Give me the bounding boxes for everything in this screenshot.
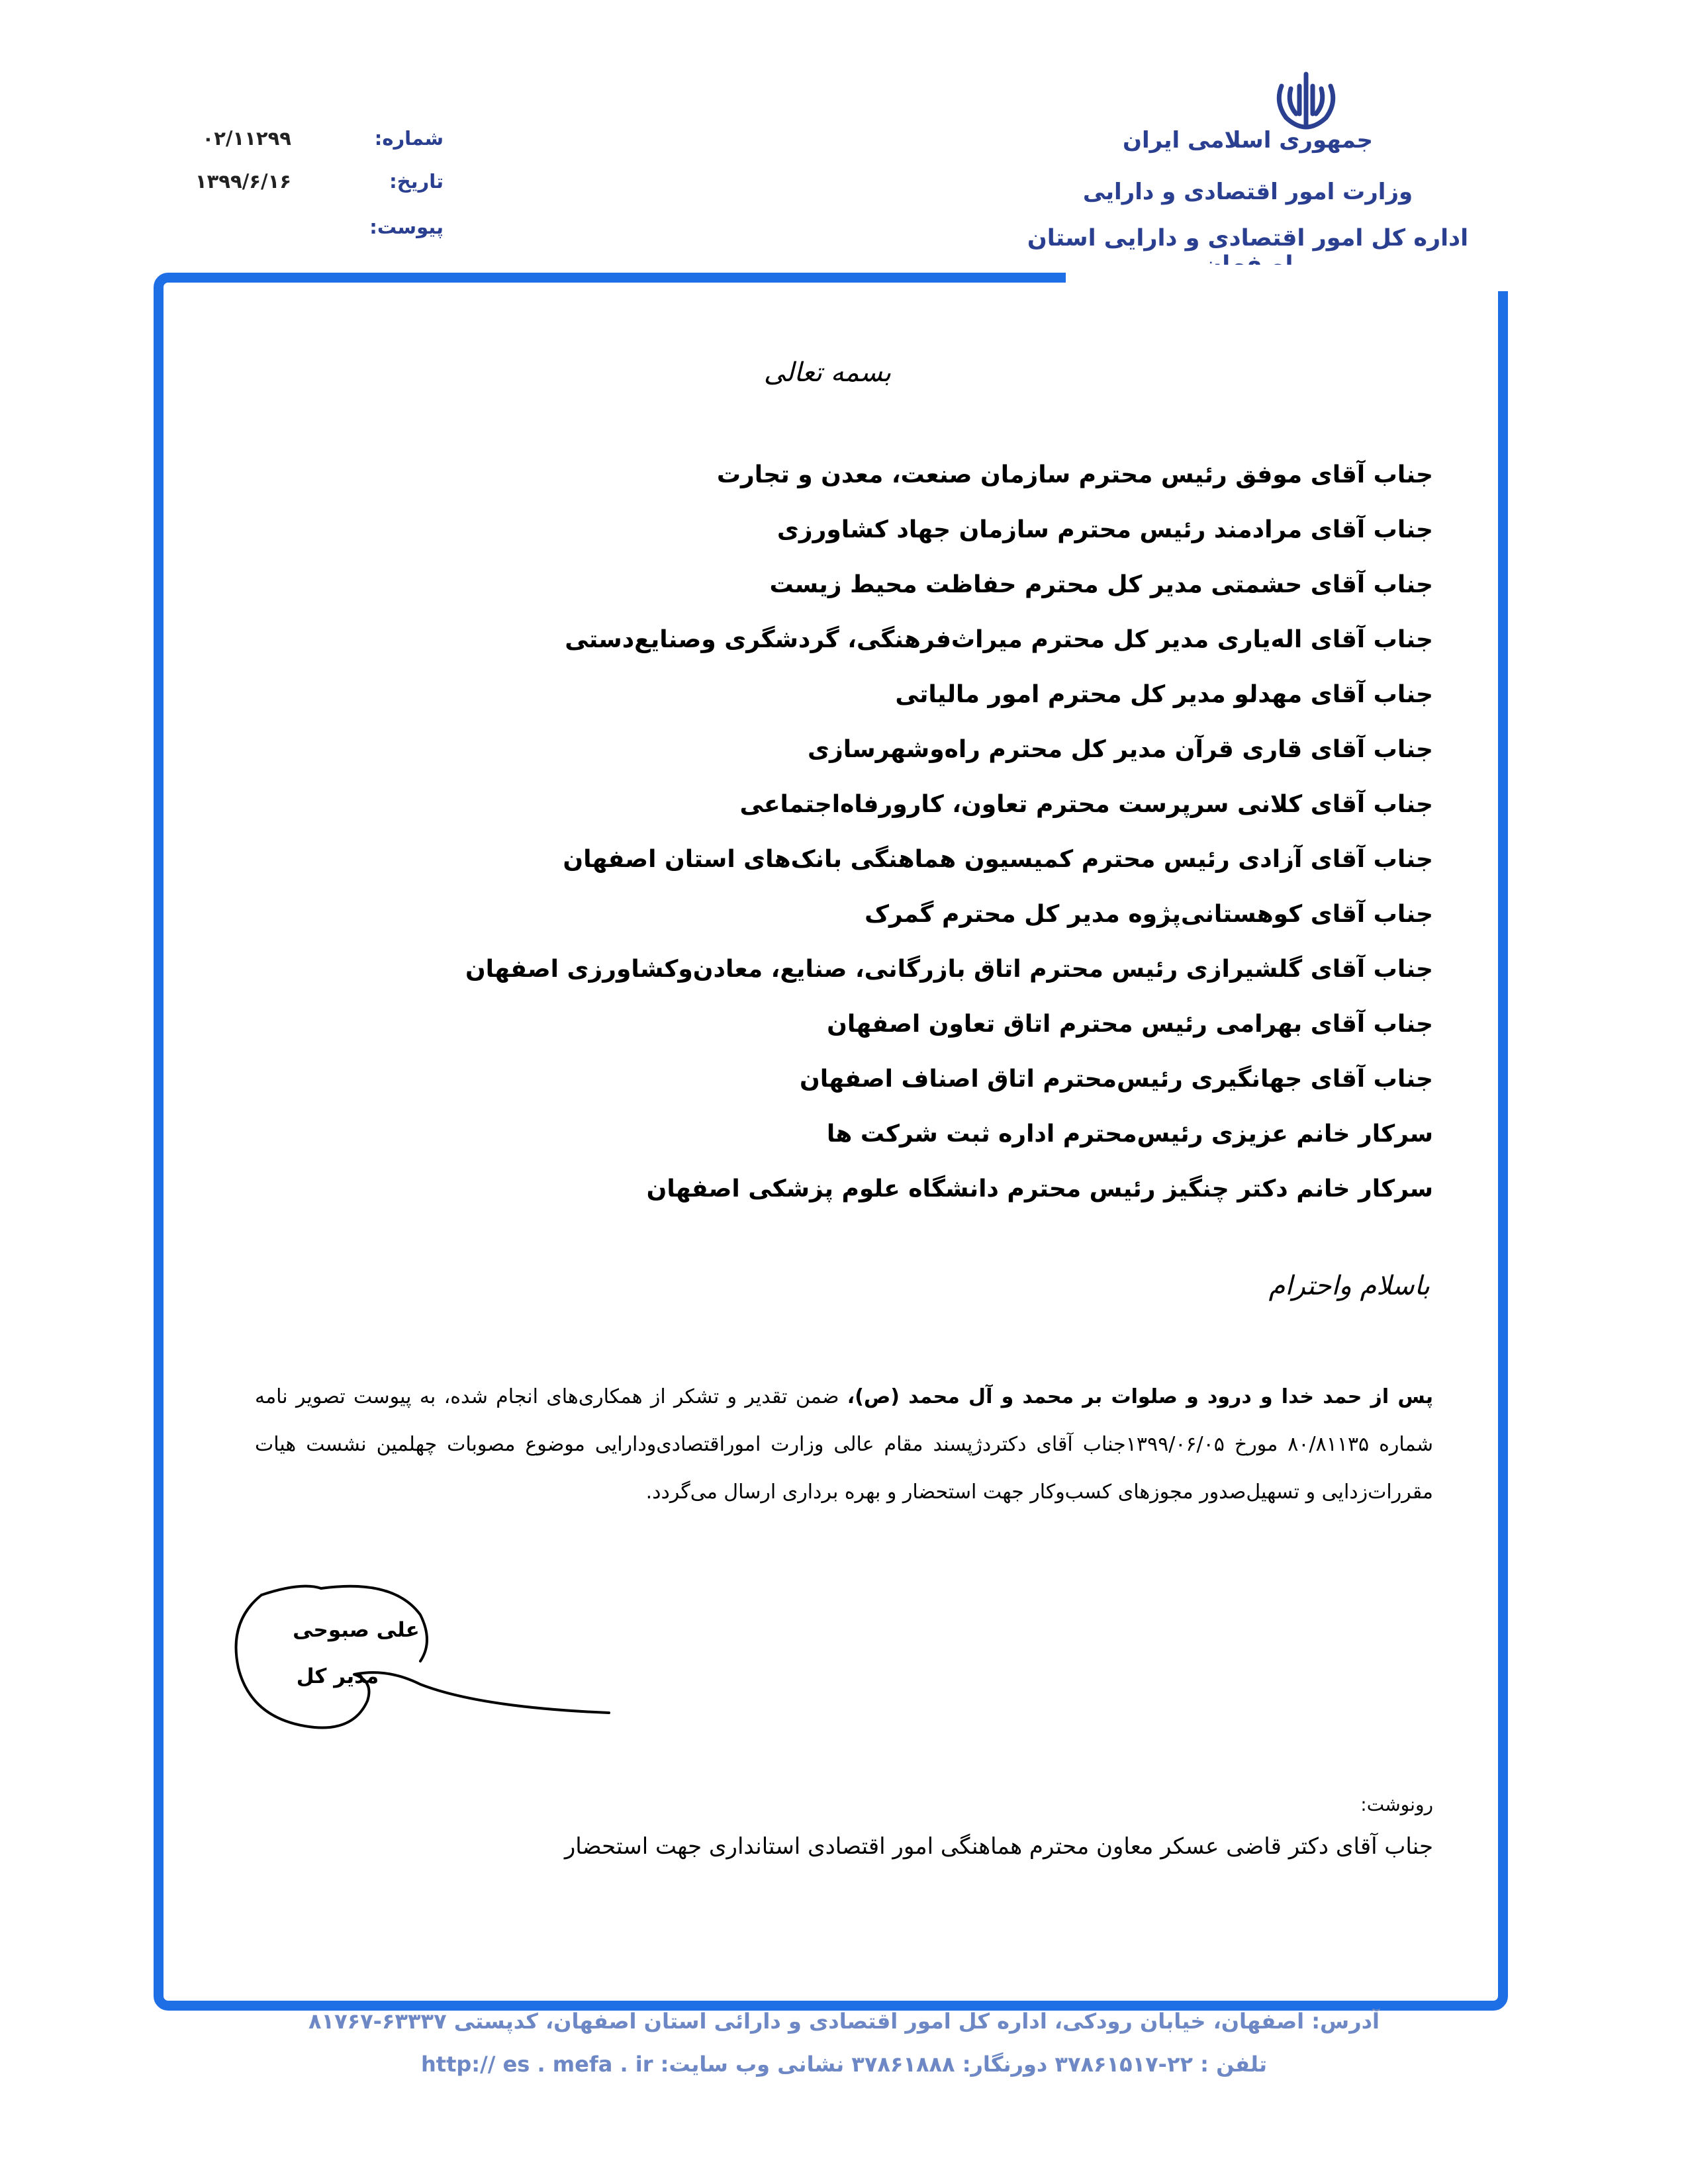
cc-recipient: جناب آقای دکتر قاضی عسکر معاون محترم هماهنگی امور اقتصادی استانداری جهت استحضار: [564, 1833, 1433, 1860]
letter-title: بسمه تعالی: [763, 357, 892, 388]
recipient-item: سرکار خانم دکتر چنگیز رئیس محترم دانشگاه علوم پزشکی اصفهان: [646, 1175, 1433, 1203]
salutation: باسلام واحترام: [1268, 1271, 1430, 1301]
recipient-item: جناب آقای جهانگیری رئیس‌محترم اتاق اصناف اصفهان: [799, 1066, 1433, 1093]
recipient-item: جناب آقای اله‌یاری مدیر کل محترم میراث‌فرهنگی، گردشگری وصنایع‌دستی: [565, 626, 1433, 653]
body-text: ضمن تقدیر و تشکر از همکاری‌های انجام شده، به پیوست تصویر نامه شماره ۸۰/۸۱۱۳۵ مورخ ۱۳۹۹/۰۶/۰۵جناب آقای دکتردژپسند مقام عالی وزارت اموراقتصادی‌ودارایی موضوع مصوبات چهلمین نشست هیات مقررات‌زدایی و تسهیل‌صدور مجوزهای کسب‌وکار جهت استحضار و بهره برداری ارسال می‌گردد.: [255, 1385, 1433, 1504]
recipient-item: جناب آقای موفق رئیس محترم سازمان صنعت، معدن و تجارت: [716, 461, 1433, 488]
footer-contact: تلفن : ۲۲-۳۷۸۶۱۵۱۷ دورنگار: ۳۷۸۶۱۸۸۸ نشانی وب سایت: http:// es . mefa . ir: [421, 2052, 1267, 2077]
recipient-item: جناب آقای حشمتی مدیر کل محترم حفاظت محیط زیست: [769, 571, 1433, 598]
recipient-item: جناب آقای مهدلو مدیر کل محترم امور مالیاتی: [895, 681, 1433, 708]
header-ministry: وزارت امور اقتصادی و دارایی: [1082, 179, 1413, 205]
recipient-item: جناب آقای کوهستانی‌پژوه مدیر کل محترم گمرک: [865, 901, 1433, 928]
recipient-item: جناب آقای قاری قرآن مدیر کل محترم راه‌وشهرسازی: [808, 736, 1433, 763]
signature-scribble: [222, 1569, 619, 1741]
footer-address: آدرس: اصفهان، خیابان رودکی، اداره کل امور اقتصادی و دارائی استان اصفهان، کدپستی ۶۳۳۳۷-۸۱۷۶۷: [308, 2009, 1380, 2034]
header-department: اداره کل امور اقتصادی و دارایی استان: [1027, 225, 1469, 251]
recipient-item: جناب آقای کلانی سرپرست محترم تعاون، کارورفاه‌اجتماعی: [739, 791, 1433, 818]
number-value: ۰۲/۱۱۲۹۹: [202, 127, 291, 150]
date-label: تاریخ:: [389, 170, 444, 193]
frame-gap: [1066, 265, 1523, 291]
recipient-item: جناب آقای بهرامی رئیس محترم اتاق تعاون اصفهان: [827, 1011, 1433, 1038]
recipient-item: جناب آقای آزادی رئیس محترم کمیسیون هماهنگی بانک‌های استان اصفهان: [563, 846, 1433, 873]
signatory-name: علی صبوحی: [293, 1618, 420, 1642]
letter-body: [255, 1373, 1433, 1516]
cc-label: رونوشت:: [1360, 1794, 1433, 1815]
header-country: جمهوری اسلامی ایران: [1122, 127, 1374, 154]
date-value: ۱۳۹۹/۶/۱۶: [195, 170, 291, 193]
iran-emblem-icon: [1270, 66, 1342, 132]
recipient-item: جناب آقای گلشیرازی رئیس محترم اتاق بازرگانی، صنایع، معادن‌وکشاورزی اصفهان: [465, 956, 1433, 983]
recipient-item: جناب آقای مرادمند رئیس محترم سازمان جهاد کشاورزی: [776, 516, 1433, 543]
signatory-title: مدیر کل: [296, 1664, 379, 1688]
body-lead: پس از حمد خدا و درود و صلوات بر محمد و آل محمد (ص)،: [847, 1385, 1433, 1408]
number-label: شماره:: [374, 127, 444, 150]
recipient-item: سرکار خانم عزیزی رئیس‌محترم اداره ثبت شرکت ها: [826, 1120, 1433, 1148]
attachment-label: پیوست:: [369, 216, 444, 238]
recipient-list: [242, 455, 1433, 1224]
